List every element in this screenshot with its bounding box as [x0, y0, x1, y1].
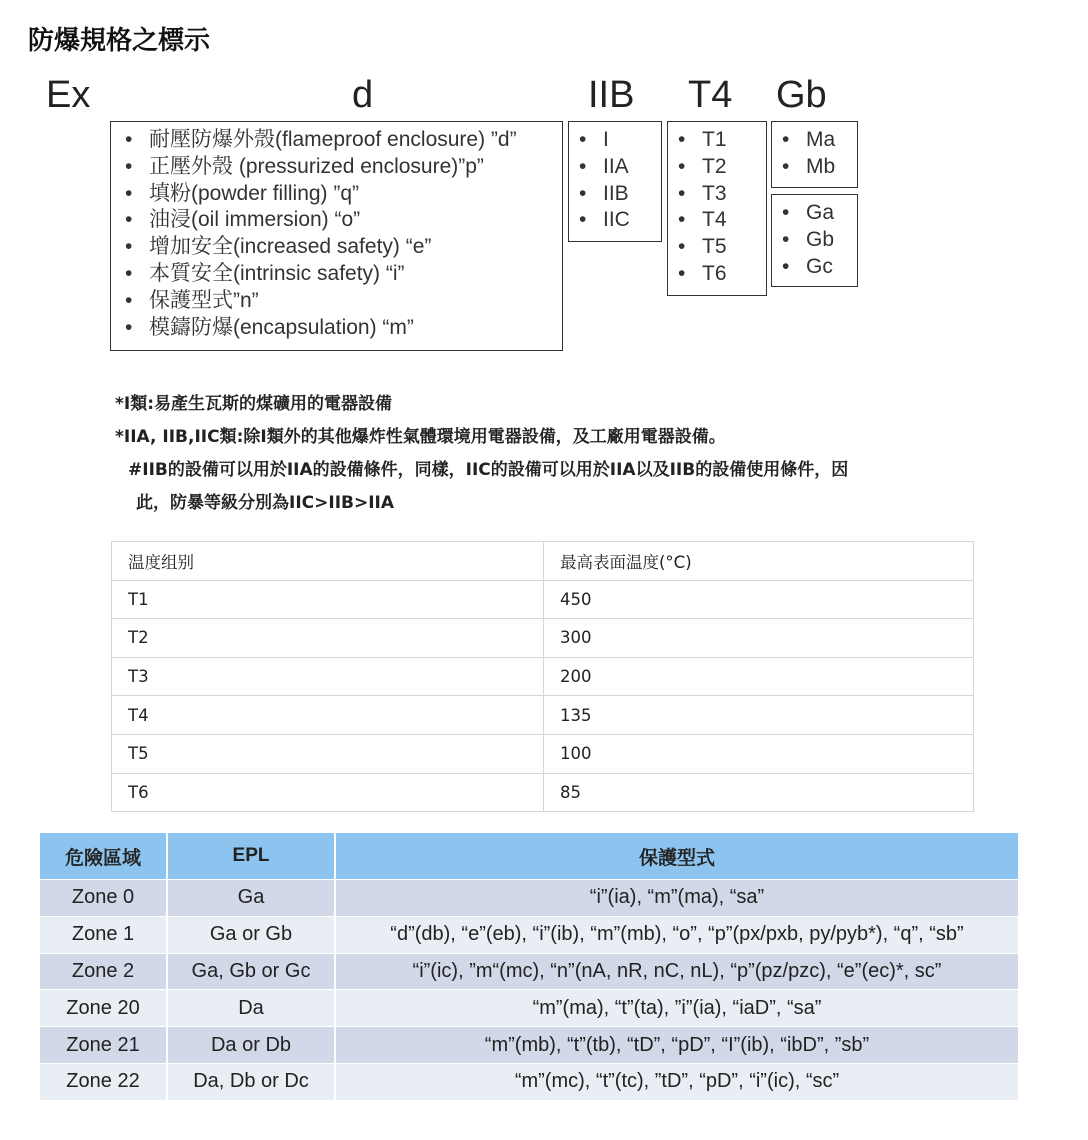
protection-type-item: • 油浸(oil immersion) “o”: [149, 207, 562, 234]
gas-group-item: • IIA: [603, 154, 661, 181]
temp-class-item: • T1: [702, 127, 766, 154]
table-header-row: [112, 542, 974, 581]
table-row: [112, 696, 974, 735]
note-group-ii: *IIA, IIB,IIC類:除I類外的其他爆炸性氣體環境用電器設備，及工廠用電器設備。: [115, 427, 726, 447]
table-cell: Zone 1: [40, 917, 168, 954]
table-row: [40, 880, 1018, 917]
temperature-class-table: [111, 541, 974, 812]
protection-type-item: • 模鑄防爆(encapsulation) “m”: [149, 315, 562, 342]
marking-epl: Gb: [776, 74, 827, 116]
table-header-cell: EPL: [168, 833, 336, 880]
temp-classes-list: [702, 127, 766, 288]
table-cell: “m”(ma), “t”(ta), ”i”(ia), “iaD”, “sa”: [336, 990, 1018, 1027]
table-cell: Zone 0: [40, 880, 168, 917]
table-cell: 135: [544, 696, 974, 735]
table-header-cell: 保護型式: [336, 833, 1018, 880]
table-row: [40, 1064, 1018, 1101]
note-compatibility-cont: 此，防暴等級分別為IIC>IIB>IIA: [136, 493, 395, 513]
table-cell: Da or Db: [168, 1027, 336, 1064]
table-cell: T3: [112, 657, 544, 696]
gas-groups-list: [603, 127, 661, 234]
temp-classes-box: [667, 121, 767, 296]
note-group-i: *I類:易產生瓦斯的煤礦用的電器設備: [115, 394, 393, 414]
protection-type-item: • 正壓外殼 (pressurized enclosure)”p”: [149, 154, 562, 181]
protection-type-item: • 保護型式”n”: [149, 288, 562, 315]
epl-mining-list: [806, 127, 857, 181]
temp-class-item: • T5: [702, 234, 766, 261]
epl-gas-list: [806, 200, 857, 280]
protection-types-box: [110, 121, 563, 351]
temp-class-item: • T2: [702, 154, 766, 181]
table-cell: T2: [112, 619, 544, 658]
table-row: [40, 917, 1018, 954]
table-cell: Da: [168, 990, 336, 1027]
epl-mining-box: [771, 121, 858, 188]
table-cell: 450: [544, 580, 974, 619]
table-row: [112, 773, 974, 812]
table-cell: 200: [544, 657, 974, 696]
epl-gas-item: • Ga: [806, 200, 857, 227]
table-cell: Ga, Gb or Gc: [168, 954, 336, 991]
table-cell: Zone 21: [40, 1027, 168, 1064]
zone-epl-table: [40, 833, 1018, 1101]
temp-class-item: • T6: [702, 261, 766, 288]
table-header-row: [40, 833, 1018, 880]
table-row: [112, 580, 974, 619]
table-cell: 85: [544, 773, 974, 812]
epl-mining-item: • Ma: [806, 127, 857, 154]
table-row: [40, 990, 1018, 1027]
table-row: [112, 619, 974, 658]
epl-gas-item: • Gb: [806, 227, 857, 254]
table-cell: Zone 2: [40, 954, 168, 991]
epl-gas-item: • Gc: [806, 254, 857, 281]
table-cell: Ga: [168, 880, 336, 917]
gas-group-item: • I: [603, 127, 661, 154]
gas-group-item: • IIB: [603, 181, 661, 208]
marking-gas-group: IIB: [588, 74, 635, 116]
table-header-cell: 温度组别: [112, 542, 544, 581]
marking-ex-label: Ex: [46, 74, 91, 116]
table-cell: T4: [112, 696, 544, 735]
table-cell: Ga or Gb: [168, 917, 336, 954]
table-header-cell: 危險區域: [40, 833, 168, 880]
table-cell: T1: [112, 580, 544, 619]
marking-protection-code: d: [352, 74, 374, 116]
table-row: [112, 734, 974, 773]
protection-type-item: • 本質安全(intrinsic safety) “i”: [149, 261, 562, 288]
table-cell: “i”(ia), “m”(ma), “sa”: [336, 880, 1018, 917]
page-title: 防爆規格之標示: [28, 26, 211, 56]
table-cell: Zone 20: [40, 990, 168, 1027]
table-cell: “d”(db), “e”(eb), “i”(ib), “m”(mb), “o”, “p”(px/pxb, py/pyb*), “q”, “sb”: [336, 917, 1018, 954]
temp-class-item: • T4: [702, 207, 766, 234]
note-compatibility: #IIB的設備可以用於IIA的設備條件，同樣，IIC的設備可以用於IIA以及IIB的設備使用條件，因: [128, 460, 849, 480]
table-cell: 100: [544, 734, 974, 773]
protection-type-item: • 增加安全(increased safety) “e”: [149, 234, 562, 261]
table-cell: T6: [112, 773, 544, 812]
table-cell: “m”(mb), “t”(tb), “tD”, “pD”, “I”(ib), “ibD”, ”sb”: [336, 1027, 1018, 1064]
table-cell: T5: [112, 734, 544, 773]
table-header-cell: 最高表面温度(°C): [544, 542, 974, 581]
epl-gas-box: [771, 194, 858, 287]
protection-types-list: [149, 127, 562, 341]
temp-class-item: • T3: [702, 181, 766, 208]
table-cell: 300: [544, 619, 974, 658]
table-row: [40, 1027, 1018, 1064]
epl-mining-item: • Mb: [806, 154, 857, 181]
protection-type-item: • 耐壓防爆外殼(flameproof enclosure) ”d”: [149, 127, 562, 154]
table-cell: “m”(mc), “t”(tc), ”tD”, “pD”, “i”(ic), “sc”: [336, 1064, 1018, 1101]
table-row: [112, 657, 974, 696]
table-cell: “i”(ic), ”m“(mc), “n”(nA, nR, nC, nL), “p”(pz/pzc), “e”(ec)*, sc”: [336, 954, 1018, 991]
table-cell: Zone 22: [40, 1064, 168, 1101]
protection-type-item: • 填粉(powder filling) ”q”: [149, 181, 562, 208]
table-row: [40, 954, 1018, 991]
gas-groups-box: [568, 121, 662, 242]
marking-temp-class: T4: [688, 74, 733, 116]
table-cell: Da, Db or Dc: [168, 1064, 336, 1101]
gas-group-item: • IIC: [603, 207, 661, 234]
